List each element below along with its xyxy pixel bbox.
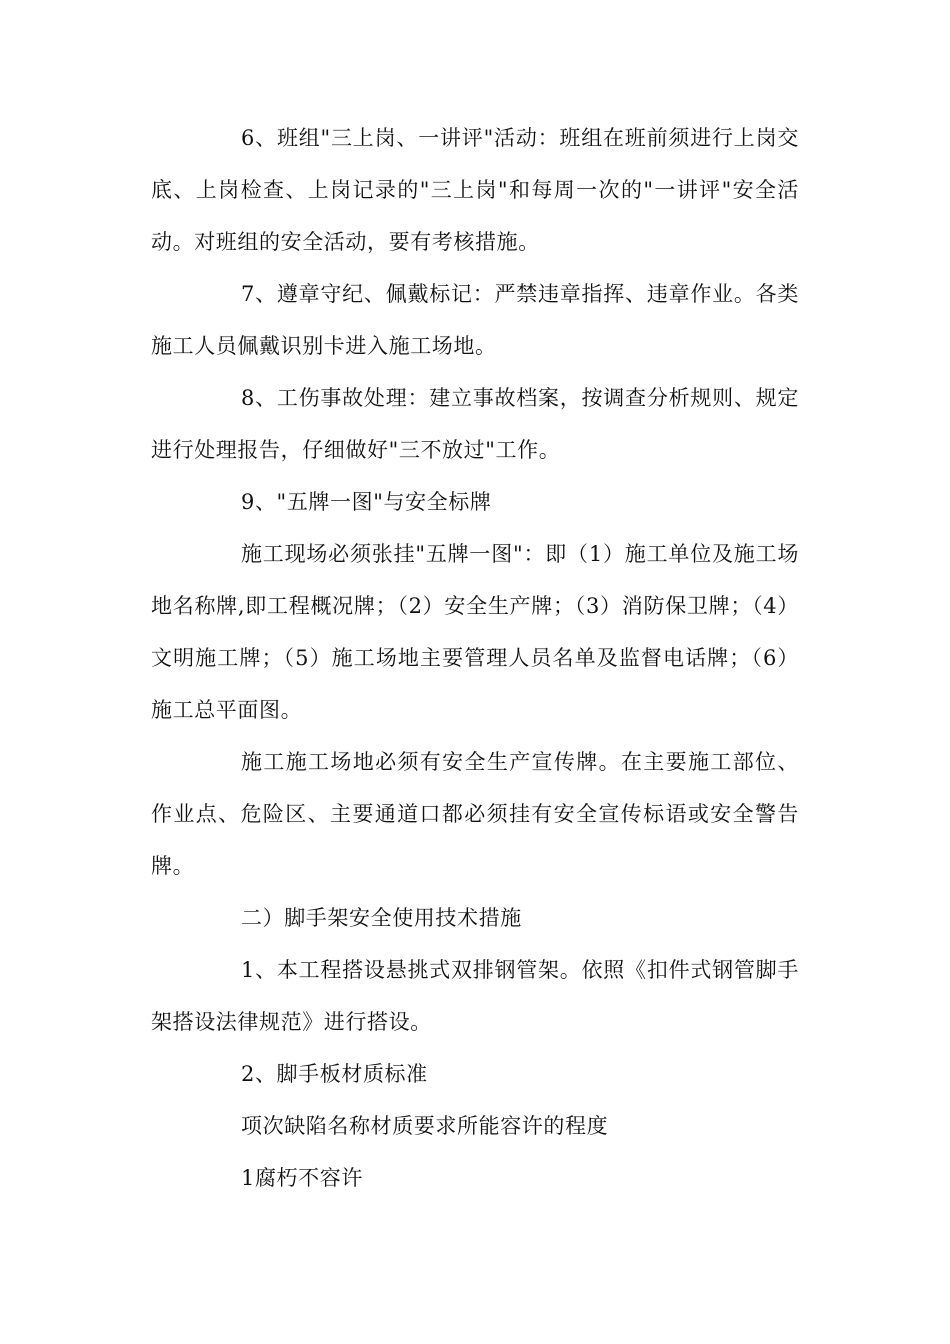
document-body [151,112,799,1204]
table-header-line: 项次缺陷名称材质要求所能容许的程度 [241,1114,609,1138]
paragraph-safety-signs: 施工施工场地必须有安全生产宣传牌。在主要施工部位、作业点、危险区、主要通道口都必须挂有安全宣传标语或安全警告牌。 [151,750,799,878]
paragraph-accident-handling: 8、工伤事故处理：建立事故档案，按调查分析规则、规定进行处理报告，仔细做好"三不放过"工作。 [151,386,799,462]
paragraph-discipline: 7、遵章守纪、佩戴标记：严禁违章指挥、违章作业。各类施工人员佩戴识别卡进入施工场地。 [151,282,799,358]
paragraph-five-signs-detail: 施工现场必须张挂"五牌一图"：即（1）施工单位及施工场地名称牌,即工程概况牌；（2）安全生产牌；（3）消防保卫牌；（4）文明施工牌；（5）施工场地主要管理人员名单及监督电话牌；（6）施工总平面图。 [151,542,799,722]
paragraph-board-standard: 2、脚手板材质标准 [241,1062,428,1086]
section-heading-scaffold: 二）脚手架安全使用技术措施 [241,906,522,930]
paragraph-scaffold-type: 1、本工程搭设悬挑式双排钢管架。依照《扣件式钢管脚手架搭设法律规范》进行搭设。 [151,958,799,1034]
table-row-line: 1腐朽不容许 [241,1166,363,1190]
paragraph-five-signs-heading: 9、"五牌一图"与安全标牌 [241,490,492,514]
paragraph-team-activity: 6、班组"三上岗、一讲评"活动：班组在班前须进行上岗交底、上岗检查、上岗记录的"三上岗"和每周一次的"一讲评"安全活动。对班组的安全活动，要有考核措施。 [151,126,799,254]
